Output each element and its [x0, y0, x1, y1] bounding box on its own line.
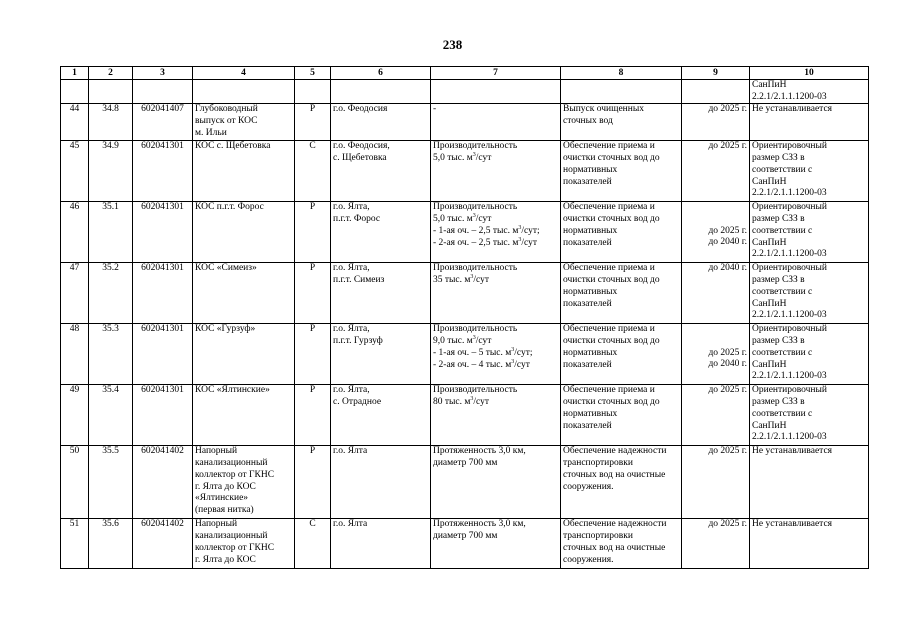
col-header-9: 9: [682, 67, 750, 80]
cell-status: Р: [295, 202, 331, 263]
cell-line: Напорный: [195, 446, 238, 457]
cell-id: 602041301: [133, 141, 193, 202]
cell-szz: [750, 519, 869, 569]
cell-empty: [682, 80, 750, 104]
cell-number: 50: [61, 446, 89, 519]
cell-purpose: [561, 141, 682, 202]
cell-line: п.г.т. Симеиз: [333, 275, 385, 286]
cell-line: показателей: [563, 298, 612, 309]
cell-line: Ориентировочный: [752, 202, 827, 213]
superscript: 3: [518, 224, 522, 231]
cell-purpose: [561, 202, 682, 263]
cell-szz: [750, 104, 869, 141]
cell-line: СанПиН: [752, 298, 787, 309]
cell-parameters: [431, 324, 561, 385]
cell-term: [682, 263, 750, 324]
superscript: 3: [472, 334, 476, 341]
cell-line: показателей: [563, 237, 612, 248]
cell-line: диаметр 700 мм: [433, 458, 498, 469]
cell-location: [331, 263, 431, 324]
cell-line: Обеспечение надежности: [563, 519, 667, 530]
cell-purpose: [561, 104, 682, 141]
table-row: [61, 385, 869, 446]
cell-line: п.г.т. Форос: [333, 214, 381, 225]
cell-object-name: [193, 141, 295, 202]
cell-line: показателей: [563, 420, 612, 431]
cell-code: 35.5: [89, 446, 133, 519]
table-row: [61, 324, 869, 385]
cell-szz: [750, 446, 869, 519]
cell-id: 602041301: [133, 324, 193, 385]
cell-line: до 2040 г.: [708, 263, 747, 274]
cell-line: г.о. Ялта: [333, 519, 368, 530]
cell-object-name: [193, 324, 295, 385]
cell-location: [331, 324, 431, 385]
cell-line: выпуск от КОС: [195, 116, 258, 127]
cell-line: сооружения.: [563, 481, 614, 492]
superscript: 3: [470, 273, 474, 280]
cell-term: [682, 519, 750, 569]
cell-line: 2.2.1/2.1.1.1200-03: [752, 432, 827, 443]
cell-object-name: [193, 385, 295, 446]
cell-line: КОС п.г.т. Форос: [195, 202, 264, 213]
superscript: 3: [470, 395, 474, 402]
cell-line: [684, 202, 747, 214]
col-header-3: 3: [133, 67, 193, 80]
cell-line: показателей: [563, 359, 612, 370]
cell-line: СанПиН: [752, 359, 787, 370]
cell-status: Р: [295, 263, 331, 324]
col-header-1: 1: [61, 67, 89, 80]
cell-line: СанПиН: [752, 420, 787, 431]
cell-line: г.о. Феодосия: [333, 104, 388, 115]
superscript: 3: [511, 346, 515, 353]
cell-line: Производительность: [433, 324, 518, 335]
table-row: [61, 141, 869, 202]
superscript: 3: [472, 151, 476, 158]
cell-id: 602041402: [133, 446, 193, 519]
cell-number: 45: [61, 141, 89, 202]
cell-line: 2.2.1/2.1.1.1200-03: [752, 91, 827, 102]
cell-line: СанПиН: [752, 237, 787, 248]
cell-location: [331, 104, 431, 141]
cell-line: м. Ильи: [195, 127, 227, 138]
cell-line: Не устанавливается: [752, 446, 833, 457]
cell-line: (первая нитка): [195, 504, 254, 515]
cell-line: СанПиН: [752, 176, 787, 187]
cell-szz: [750, 80, 869, 104]
cell-line: [684, 324, 747, 336]
cell-line: г. Ялта до КОС: [195, 554, 256, 565]
cell-line: г.о. Ялта,: [333, 263, 370, 274]
cell-parameters: [431, 446, 561, 519]
cell-line: 2.2.1/2.1.1.1200-03: [752, 188, 827, 199]
cell-line: п.г.т. Гурзуф: [333, 336, 383, 347]
cell-parameters: [431, 385, 561, 446]
cell-line: г.о. Ялта,: [333, 385, 370, 396]
cell-line: г.о. Ялта: [333, 446, 368, 457]
cell-empty: [331, 80, 431, 104]
cell-object-name: [193, 202, 295, 263]
cell-szz: [750, 141, 869, 202]
cell-line: Ориентировочный: [752, 324, 827, 335]
cell-line: 35 тыс. $м^3$/сут: [433, 273, 490, 286]
cell-parameters: [431, 104, 561, 141]
table-row: [61, 446, 869, 519]
cell-number: 51: [61, 519, 89, 569]
cell-number: 44: [61, 104, 89, 141]
cell-line: размер СЗЗ в: [752, 336, 805, 347]
cell-line: очистки сточных вод до: [563, 397, 660, 408]
cell-location: [331, 519, 431, 569]
cell-line: соответствии с: [752, 225, 813, 236]
cell-empty: [561, 80, 682, 104]
cell-line: с. Щебетовка: [333, 153, 387, 164]
cell-line: - 1-ая оч. – 2,5 тыс. $м^3$/сут;: [433, 224, 540, 236]
cell-line: 2.2.1/2.1.1.1200-03: [752, 310, 827, 321]
cell-szz: [750, 324, 869, 385]
cell-line: 2.2.1/2.1.1.1200-03: [752, 249, 827, 260]
cell-term: [682, 385, 750, 446]
cell-line: Обеспечение приема и: [563, 263, 655, 274]
cell-empty: [193, 80, 295, 104]
cell-line: Не устанавливается: [752, 519, 833, 530]
cell-line: до 2025 г.: [708, 347, 747, 358]
cell-line: «Ялтинские»: [195, 493, 249, 504]
cell-term: [682, 104, 750, 141]
cell-purpose: [561, 519, 682, 569]
cell-object-name: [193, 263, 295, 324]
cell-term: [682, 202, 750, 263]
cell-line: нормативных: [563, 286, 618, 297]
cell-line: размер СЗЗ в: [752, 153, 805, 164]
cell-line: Обеспечение приема и: [563, 141, 655, 152]
cell-line: Глубоководный: [195, 104, 258, 115]
cell-status: Р: [295, 385, 331, 446]
cell-line: очистки сточных вод до: [563, 214, 660, 225]
cell-empty: [89, 80, 133, 104]
cell-line: нормативных: [563, 225, 618, 236]
cell-line: до 2025 г.: [708, 519, 747, 530]
col-header-5: 5: [295, 67, 331, 80]
cell-line: до 2025 г.: [708, 385, 747, 396]
cell-line: Протяженность 3,0 км,: [433, 519, 526, 530]
cell-line: до 2025 г.: [708, 446, 747, 457]
cell-empty: [61, 80, 89, 104]
cell-line: Напорный: [195, 519, 238, 530]
cell-line: 5,0 тыс. $м^3$/сут: [433, 151, 492, 164]
cell-line: КОС «Гурзуф»: [195, 324, 256, 335]
cell-empty: [133, 80, 193, 104]
cell-number: 49: [61, 385, 89, 446]
cell-line: СанПиН: [752, 80, 787, 90]
cell-line: 9,0 тыс. $м^3$/сут: [433, 334, 492, 347]
col-header-8: 8: [561, 67, 682, 80]
table-row: [61, 104, 869, 141]
cell-line: нормативных: [563, 164, 618, 175]
cell-line: - 1-ая оч. – 5 тыс. $м^3$/сут;: [433, 346, 533, 358]
cell-location: [331, 141, 431, 202]
col-header-2: 2: [89, 67, 133, 80]
cell-object-name: [193, 104, 295, 141]
cell-line: диаметр 700 мм: [433, 531, 498, 542]
cell-location: [331, 202, 431, 263]
cell-line: размер СЗЗ в: [752, 214, 805, 225]
cell-line: показателей: [563, 176, 612, 187]
cell-line: очистки сточных вод до: [563, 153, 660, 164]
cell-line: Обеспечение приема и: [563, 202, 655, 213]
cell-code: 34.9: [89, 141, 133, 202]
col-header-6: 6: [331, 67, 431, 80]
cell-line: г.о. Ялта,: [333, 324, 370, 335]
cell-line: размер СЗЗ в: [752, 275, 805, 286]
cell-line: коллектор от ГКНС: [195, 469, 275, 480]
cell-line: Ориентировочный: [752, 385, 827, 396]
cell-parameters: [431, 141, 561, 202]
cell-line: коллектор от ГКНС: [195, 542, 275, 553]
cell-szz: [750, 202, 869, 263]
cell-empty: [295, 80, 331, 104]
cell-location: [331, 446, 431, 519]
cell-code: 35.1: [89, 202, 133, 263]
cell-empty: [431, 80, 561, 104]
cell-line: сточных вод на очистные: [563, 542, 666, 553]
cell-line: КОС «Ялтинские»: [195, 385, 270, 396]
cell-number: 46: [61, 202, 89, 263]
cell-line: до 2025 г.: [708, 141, 747, 152]
table-row: [61, 263, 869, 324]
cell-line: до 2025 г.: [708, 225, 747, 236]
cell-line: - 2-ая оч. – 4 тыс. $м^3$/сут: [433, 358, 530, 370]
cell-line: г.о. Феодосия,: [333, 141, 390, 152]
cell-szz: [750, 263, 869, 324]
superscript: 3: [472, 212, 476, 219]
cell-line: нормативных: [563, 347, 618, 358]
cell-line: сооружения.: [563, 554, 614, 565]
cell-object-name: [193, 446, 295, 519]
planning-table: [60, 66, 869, 569]
cell-line: Протяженность 3,0 км,: [433, 446, 526, 457]
cell-line: 2.2.1/2.1.1.1200-03: [752, 371, 827, 382]
cell-parameters: [431, 202, 561, 263]
cell-line: Не устанавливается: [752, 104, 833, 115]
cell-line: очистки сточных вод до: [563, 336, 660, 347]
cell-purpose: [561, 263, 682, 324]
cell-term: [682, 324, 750, 385]
cell-id: 602041301: [133, 263, 193, 324]
col-header-10: 10: [750, 67, 869, 80]
cell-code: 35.3: [89, 324, 133, 385]
cell-line: Обеспечение приема и: [563, 385, 655, 396]
cell-id: 602041301: [133, 385, 193, 446]
cell-term: [682, 141, 750, 202]
cell-line: до 2025 г.: [708, 104, 747, 115]
cell-line: г. Ялта до КОС: [195, 481, 256, 492]
cell-line: Обеспечение приема и: [563, 324, 655, 335]
cell-status: С: [295, 141, 331, 202]
cell-line: -: [433, 104, 437, 115]
cell-line: до 2040 г.: [708, 359, 747, 370]
cell-purpose: [561, 385, 682, 446]
cell-line: Производительность: [433, 202, 518, 213]
cell-line: транспортировки: [563, 531, 633, 542]
cell-line: - 2-ая оч. – 2,5 тыс. $м^3$/сут: [433, 236, 537, 248]
cell-line: до 2040 г.: [708, 237, 747, 248]
col-header-7: 7: [431, 67, 561, 80]
cell-line: 5,0 тыс. $м^3$/сут: [433, 212, 492, 225]
col-header-4: 4: [193, 67, 295, 80]
cell-purpose: [561, 446, 682, 519]
cell-line: [684, 336, 747, 348]
cell-line: транспортировки: [563, 458, 633, 469]
header-row: [61, 67, 869, 80]
continuation-row: [61, 80, 869, 104]
cell-line: канализационный: [195, 531, 268, 542]
superscript: 3: [511, 358, 515, 365]
cell-line: Ориентировочный: [752, 141, 827, 152]
cell-line: соответствии с: [752, 164, 813, 175]
cell-line: канализационный: [195, 458, 268, 469]
cell-code: 35.6: [89, 519, 133, 569]
table-row: [61, 519, 869, 569]
cell-line: нормативных: [563, 408, 618, 419]
cell-line: Производительность: [433, 385, 518, 396]
cell-id: 602041402: [133, 519, 193, 569]
cell-status: Р: [295, 104, 331, 141]
cell-parameters: [431, 519, 561, 569]
cell-line: Ориентировочный: [752, 263, 827, 274]
cell-status: Р: [295, 324, 331, 385]
cell-object-name: [193, 519, 295, 569]
table-row: [61, 202, 869, 263]
cell-line: размер СЗЗ в: [752, 397, 805, 408]
cell-code: 34.8: [89, 104, 133, 141]
cell-line: Производительность: [433, 141, 518, 152]
cell-purpose: [561, 324, 682, 385]
cell-line: соответствии с: [752, 347, 813, 358]
cell-code: 35.4: [89, 385, 133, 446]
cell-line: сточных вод на очистные: [563, 469, 666, 480]
cell-line: КОС с. Щебетовка: [195, 141, 271, 152]
cell-line: сточных вод: [563, 116, 613, 127]
cell-line: Обеспечение надежности: [563, 446, 667, 457]
cell-line: очистки сточных вод до: [563, 275, 660, 286]
cell-line: Выпуск очищенных: [563, 104, 644, 115]
cell-line: соответствии с: [752, 408, 813, 419]
cell-line: с. Отрадное: [333, 397, 382, 408]
cell-id: 602041407: [133, 104, 193, 141]
cell-line: 80 тыс. $м^3$/сут: [433, 395, 490, 408]
cell-line: Производительность: [433, 263, 518, 274]
cell-status: С: [295, 519, 331, 569]
page-number: 238: [442, 37, 463, 52]
cell-line: г.о. Ялта,: [333, 202, 370, 213]
cell-term: [682, 446, 750, 519]
cell-szz: [750, 385, 869, 446]
cell-line: [684, 214, 747, 226]
cell-code: 35.2: [89, 263, 133, 324]
cell-number: 48: [61, 324, 89, 385]
cell-line: соответствии с: [752, 286, 813, 297]
superscript: 3: [518, 236, 522, 243]
cell-number: 47: [61, 263, 89, 324]
cell-parameters: [431, 263, 561, 324]
cell-location: [331, 385, 431, 446]
cell-line: КОС «Симеиз»: [195, 263, 257, 274]
cell-id: 602041301: [133, 202, 193, 263]
cell-status: Р: [295, 446, 331, 519]
